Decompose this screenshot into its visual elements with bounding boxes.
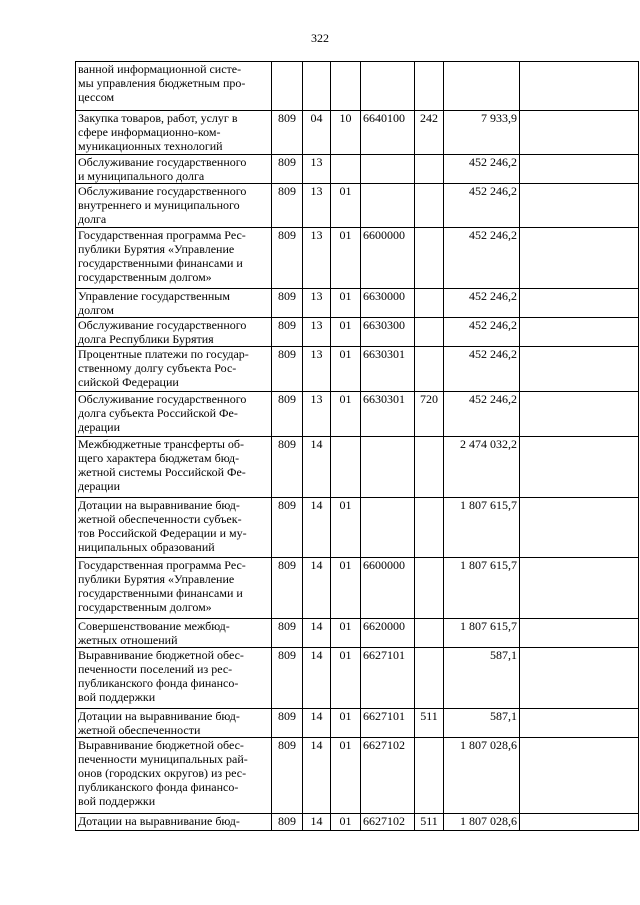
amount-cell: 452 246,2 (444, 392, 520, 437)
subsection-code-cell: 01 (331, 228, 361, 289)
row-name-cell: Обслуживание государственного внутреннего и муниципального долга (76, 184, 272, 228)
subsection-code-cell (331, 437, 361, 498)
target-article-cell: 6630300 (361, 318, 415, 347)
table-row (76, 437, 639, 498)
target-article-cell: 6620000 (361, 619, 415, 648)
ministry-code-cell: 809 (272, 184, 303, 228)
subsection-code-cell: 01 (331, 814, 361, 831)
ministry-code-cell: 809 (272, 738, 303, 814)
table-row (76, 619, 639, 648)
section-code-cell: 13 (303, 289, 331, 318)
section-code-cell: 13 (303, 392, 331, 437)
extra-cell (520, 347, 639, 392)
subsection-code-cell: 01 (331, 738, 361, 814)
amount-cell: 7 933,9 (444, 111, 520, 155)
budget-table (75, 61, 639, 831)
extra-cell (520, 437, 639, 498)
subsection-code-cell: 01 (331, 648, 361, 709)
table-row (76, 498, 639, 558)
table-row (76, 392, 639, 437)
row-name-cell: Государственная программа Рес- публики Бурятия «Управление государственными финансами и государственным долгом» (76, 558, 272, 619)
subsection-code-cell: 01 (331, 619, 361, 648)
expense-type-cell (415, 347, 444, 392)
expense-type-cell (415, 228, 444, 289)
extra-cell (520, 228, 639, 289)
section-code-cell: 04 (303, 111, 331, 155)
table-row (76, 558, 639, 619)
target-article-cell: 6600000 (361, 228, 415, 289)
extra-cell (520, 709, 639, 738)
amount-cell: 452 246,2 (444, 184, 520, 228)
expense-type-cell: 511 (415, 709, 444, 738)
extra-cell (520, 648, 639, 709)
row-name-cell: ванной информационной систе- мы управления бюджетным про- цессом (76, 62, 272, 111)
table-row (76, 709, 639, 738)
subsection-code-cell (331, 62, 361, 111)
ministry-code-cell: 809 (272, 111, 303, 155)
target-article-cell (361, 437, 415, 498)
subsection-code-cell: 01 (331, 392, 361, 437)
extra-cell (520, 155, 639, 184)
subsection-code-cell: 01 (331, 498, 361, 558)
section-code-cell: 13 (303, 347, 331, 392)
row-name-cell: Управление государственным долгом (76, 289, 272, 318)
extra-cell (520, 62, 639, 111)
target-article-cell: 6630301 (361, 392, 415, 437)
target-article-cell (361, 498, 415, 558)
amount-cell: 452 246,2 (444, 289, 520, 318)
amount-cell: 452 246,2 (444, 347, 520, 392)
target-article-cell: 6627102 (361, 738, 415, 814)
amount-cell: 452 246,2 (444, 318, 520, 347)
extra-cell (520, 619, 639, 648)
row-name-cell: Дотации на выравнивание бюд- (76, 814, 272, 831)
extra-cell (520, 289, 639, 318)
row-name-cell: Выравнивание бюджетной обес- печенности поселений из рес- публиканского фонда финансо- вой поддержки (76, 648, 272, 709)
subsection-code-cell: 01 (331, 184, 361, 228)
table-row (76, 228, 639, 289)
expense-type-cell (415, 558, 444, 619)
ministry-code-cell (272, 62, 303, 111)
subsection-code-cell: 01 (331, 318, 361, 347)
ministry-code-cell: 809 (272, 648, 303, 709)
expense-type-cell (415, 738, 444, 814)
section-code-cell: 14 (303, 437, 331, 498)
expense-type-cell (415, 648, 444, 709)
expense-type-cell: 511 (415, 814, 444, 831)
ministry-code-cell: 809 (272, 289, 303, 318)
section-code-cell: 14 (303, 498, 331, 558)
ministry-code-cell: 809 (272, 437, 303, 498)
extra-cell (520, 814, 639, 831)
expense-type-cell (415, 318, 444, 347)
extra-cell (520, 498, 639, 558)
ministry-code-cell: 809 (272, 709, 303, 738)
section-code-cell: 14 (303, 619, 331, 648)
page-number: 322 (311, 31, 329, 45)
target-article-cell: 6630301 (361, 347, 415, 392)
expense-type-cell (415, 619, 444, 648)
row-name-cell: Межбюджетные трансферты об- щего характера бюджетам бюд- жетной системы Российской Фе- дерации (76, 437, 272, 498)
table-row (76, 347, 639, 392)
section-code-cell: 14 (303, 738, 331, 814)
amount-cell: 587,1 (444, 648, 520, 709)
subsection-code-cell (331, 155, 361, 184)
amount-cell: 2 474 032,2 (444, 437, 520, 498)
subsection-code-cell: 01 (331, 289, 361, 318)
table-row (76, 155, 639, 184)
target-article-cell (361, 155, 415, 184)
table-row (76, 318, 639, 347)
amount-cell: 452 246,2 (444, 155, 520, 184)
expense-type-cell (415, 184, 444, 228)
ministry-code-cell: 809 (272, 228, 303, 289)
subsection-code-cell: 01 (331, 347, 361, 392)
subsection-code-cell: 01 (331, 558, 361, 619)
section-code-cell: 13 (303, 184, 331, 228)
target-article-cell: 6640100 (361, 111, 415, 155)
target-article-cell: 6627101 (361, 709, 415, 738)
section-code-cell: 13 (303, 155, 331, 184)
ministry-code-cell: 809 (272, 814, 303, 831)
amount-cell: 1 807 615,7 (444, 498, 520, 558)
ministry-code-cell: 809 (272, 619, 303, 648)
extra-cell (520, 738, 639, 814)
subsection-code-cell: 01 (331, 709, 361, 738)
target-article-cell: 6630000 (361, 289, 415, 318)
target-article-cell: 6600000 (361, 558, 415, 619)
target-article-cell (361, 62, 415, 111)
table-row (76, 111, 639, 155)
amount-cell: 1 807 028,6 (444, 814, 520, 831)
section-code-cell: 14 (303, 709, 331, 738)
table-row (76, 184, 639, 228)
ministry-code-cell: 809 (272, 558, 303, 619)
amount-cell: 1 807 615,7 (444, 558, 520, 619)
ministry-code-cell: 809 (272, 155, 303, 184)
expense-type-cell (415, 498, 444, 558)
target-article-cell (361, 184, 415, 228)
amount-cell: 1 807 615,7 (444, 619, 520, 648)
expense-type-cell (415, 155, 444, 184)
amount-cell (444, 62, 520, 111)
expense-type-cell (415, 62, 444, 111)
amount-cell: 1 807 028,6 (444, 738, 520, 814)
row-name-cell: Государственная программа Рес- публики Бурятия «Управление государственными финансами и государственным долгом» (76, 228, 272, 289)
section-code-cell: 14 (303, 558, 331, 619)
section-code-cell: 14 (303, 814, 331, 831)
subsection-code-cell: 10 (331, 111, 361, 155)
expense-type-cell (415, 437, 444, 498)
row-name-cell: Обслуживание государственного и муниципального долга (76, 155, 272, 184)
expense-type-cell: 242 (415, 111, 444, 155)
section-code-cell: 13 (303, 228, 331, 289)
ministry-code-cell: 809 (272, 318, 303, 347)
extra-cell (520, 111, 639, 155)
section-code-cell (303, 62, 331, 111)
amount-cell: 452 246,2 (444, 228, 520, 289)
ministry-code-cell: 809 (272, 347, 303, 392)
target-article-cell: 6627102 (361, 814, 415, 831)
table-row (76, 814, 639, 831)
table-row (76, 62, 639, 111)
section-code-cell: 14 (303, 648, 331, 709)
extra-cell (520, 184, 639, 228)
ministry-code-cell: 809 (272, 392, 303, 437)
row-name-cell: Дотации на выравнивание бюд- жетной обеспеченности субъек- тов Российской Федерации и му- ниципальных образований (76, 498, 272, 558)
expense-type-cell: 720 (415, 392, 444, 437)
row-name-cell: Совершенствование межбюд- жетных отношений (76, 619, 272, 648)
target-article-cell: 6627101 (361, 648, 415, 709)
ministry-code-cell: 809 (272, 498, 303, 558)
table-row (76, 738, 639, 814)
extra-cell (520, 318, 639, 347)
table-row (76, 648, 639, 709)
extra-cell (520, 392, 639, 437)
row-name-cell: Дотации на выравнивание бюд- жетной обеспеченности (76, 709, 272, 738)
row-name-cell: Закупка товаров, работ, услуг в сфере информационно-ком- муникационных технологий (76, 111, 272, 155)
row-name-cell: Процентные платежи по государ- ственному долгу субъекта Рос- сийской Федерации (76, 347, 272, 392)
amount-cell: 587,1 (444, 709, 520, 738)
row-name-cell: Обслуживание государственного долга субъекта Российской Фе- дерации (76, 392, 272, 437)
expense-type-cell (415, 289, 444, 318)
table-row (76, 289, 639, 318)
extra-cell (520, 558, 639, 619)
row-name-cell: Обслуживание государственного долга Республики Бурятия (76, 318, 272, 347)
row-name-cell: Выравнивание бюджетной обес- печенности муниципальных рай- онов (городских округов) из рес- публиканского фонда финансо- вой поддержки (76, 738, 272, 814)
section-code-cell: 13 (303, 318, 331, 347)
